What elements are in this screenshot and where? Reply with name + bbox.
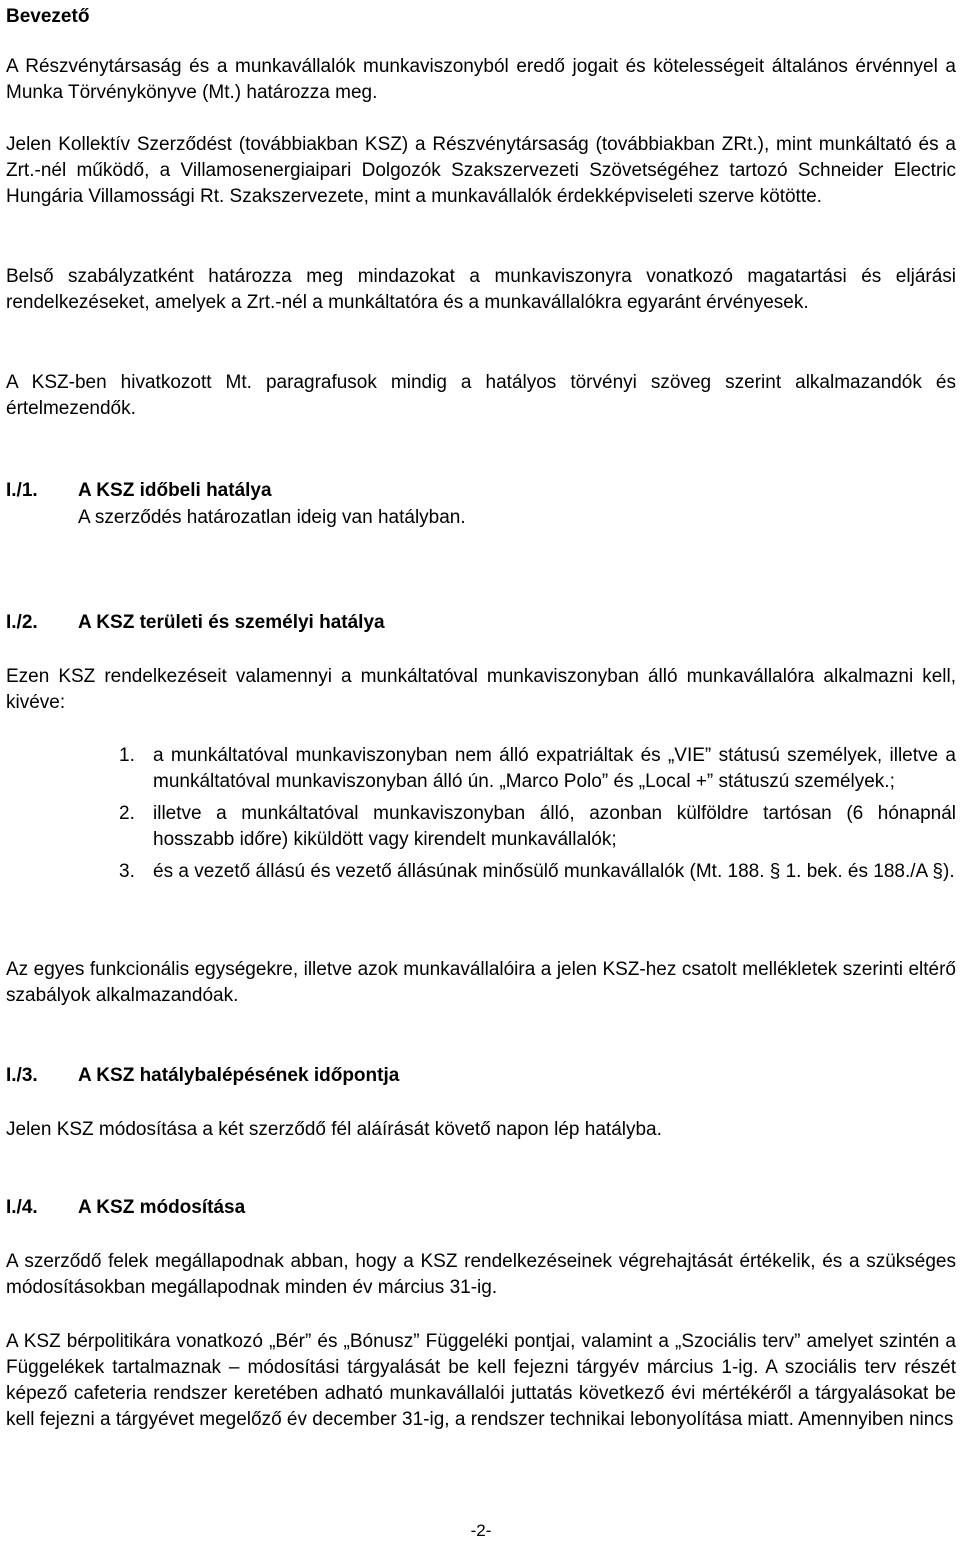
list-item: 2. illetve a munkáltatóval munkaviszonyban álló, azonban külföldre tartósan (6 hónapnál hosszabb időre) kiküldött vagy kirendelt munkavállalók; <box>119 803 956 850</box>
list-item: 3. és a vezető állású és vezető állásúnak minősülő munkavállalók (Mt. 188. § 1. bek. és 188./A §). <box>119 861 955 882</box>
section-1-title: A KSZ időbeli hatálya <box>78 480 272 501</box>
list-item: 1. a munkáltatóval munkaviszonyban nem álló expatriáltak és „VIE” státusú személyek, illetve a munkáltatóval munkaviszonyban álló ún. „Marco Polo” és „Local +” státuszú személyek.; <box>119 745 956 792</box>
intro-paragraph-4: A KSZ-ben hivatkozott Mt. paragrafusok mindig a hatályos törvényi szöveg szerint alkalmazandók és értelmezendők. <box>6 372 956 419</box>
section-3-title: A KSZ hatálybalépésének időpontja <box>78 1065 400 1086</box>
section-1-text: A szerződés határozatlan ideig van hatályban. <box>78 507 466 528</box>
section-4-text-2: A KSZ bérpolitikára vonatkozó „Bér” és „Bónusz” Függeléki pontjai, valamint a „Szociális terv” amelyet szintén a Függelékek tartalmaznak – módosítási tárgyalását be kell fejezni tárgyév március 1-ig. A szociális terv részét képező cafeteria rendszer keretében adható munkavállalói juttatás következő évi mértékéről a tárgyalásokat be kell fejezni a tárgyévet megelőző év december 31-ig, a rendszer technikai lebonyolítása miatt. Amennyiben nincs <box>6 1331 956 1430</box>
section-3-text: Jelen KSZ módosítása a két szerződő fél aláírását követő napon lép hatályba. <box>6 1119 662 1140</box>
section-4-text-1: A szerződő felek megállapodnak abban, hogy a KSZ rendelkezéseinek végrehajtását értékelik, és a szükséges módosításokban megállapodnak minden év március 31-ig. <box>6 1251 956 1298</box>
section-2-title: A KSZ területi és személyi hatálya <box>78 612 385 633</box>
intro-paragraph-2: Jelen Kollektív Szerződést (továbbiakban KSZ) a Részvénytársaság (továbbiakban ZRt.), mint munkáltató és a Zrt.-nél működő, a Villamosenergiaipari Dolgozók Szakszervezeti Szövetségéhez tartozó Schneider Electric Hungária Villamossági Rt. Szakszervezete, mint a munkavállalók érdekképviseleti szerve kötötte. <box>6 134 956 207</box>
section-1-number: I./1. <box>6 480 38 501</box>
heading-bevezeto: Bevezető <box>6 6 90 27</box>
section-2-number: I./2. <box>6 612 38 633</box>
intro-paragraph-1: A Részvénytársaság és a munkavállalók munkaviszonyból eredő jogait és kötelességeit általános érvénnyel a Munka Törvénykönyve (Mt.) határozza meg. <box>6 56 956 103</box>
section-4-number: I./4. <box>6 1197 38 1218</box>
exclusion-list <box>6 743 956 891</box>
intro-paragraph-3: Belső szabályzatként határozza meg mindazokat a munkaviszonyra vonatkozó magatartási és eljárási rendelkezéseket, amelyek a Zrt.-nél a munkáltatóra és a munkavállalókra egyaránt érvényesek. <box>6 266 956 313</box>
section-4-title: A KSZ módosítása <box>78 1197 246 1218</box>
section-2-text: Ezen KSZ rendelkezéseit valamennyi a munkáltatóval munkaviszonyban álló munkavállalóra alkalmazni kell, kivéve: <box>6 666 956 713</box>
section-2-after-text: Az egyes funkcionális egységekre, illetve azok munkavállalóira a jelen KSZ-hez csatolt mellékletek szerinti eltérő szabályok alkalmazandóak. <box>6 959 956 1006</box>
page-number: -2- <box>470 1521 492 1540</box>
section-3-number: I./3. <box>6 1065 38 1086</box>
